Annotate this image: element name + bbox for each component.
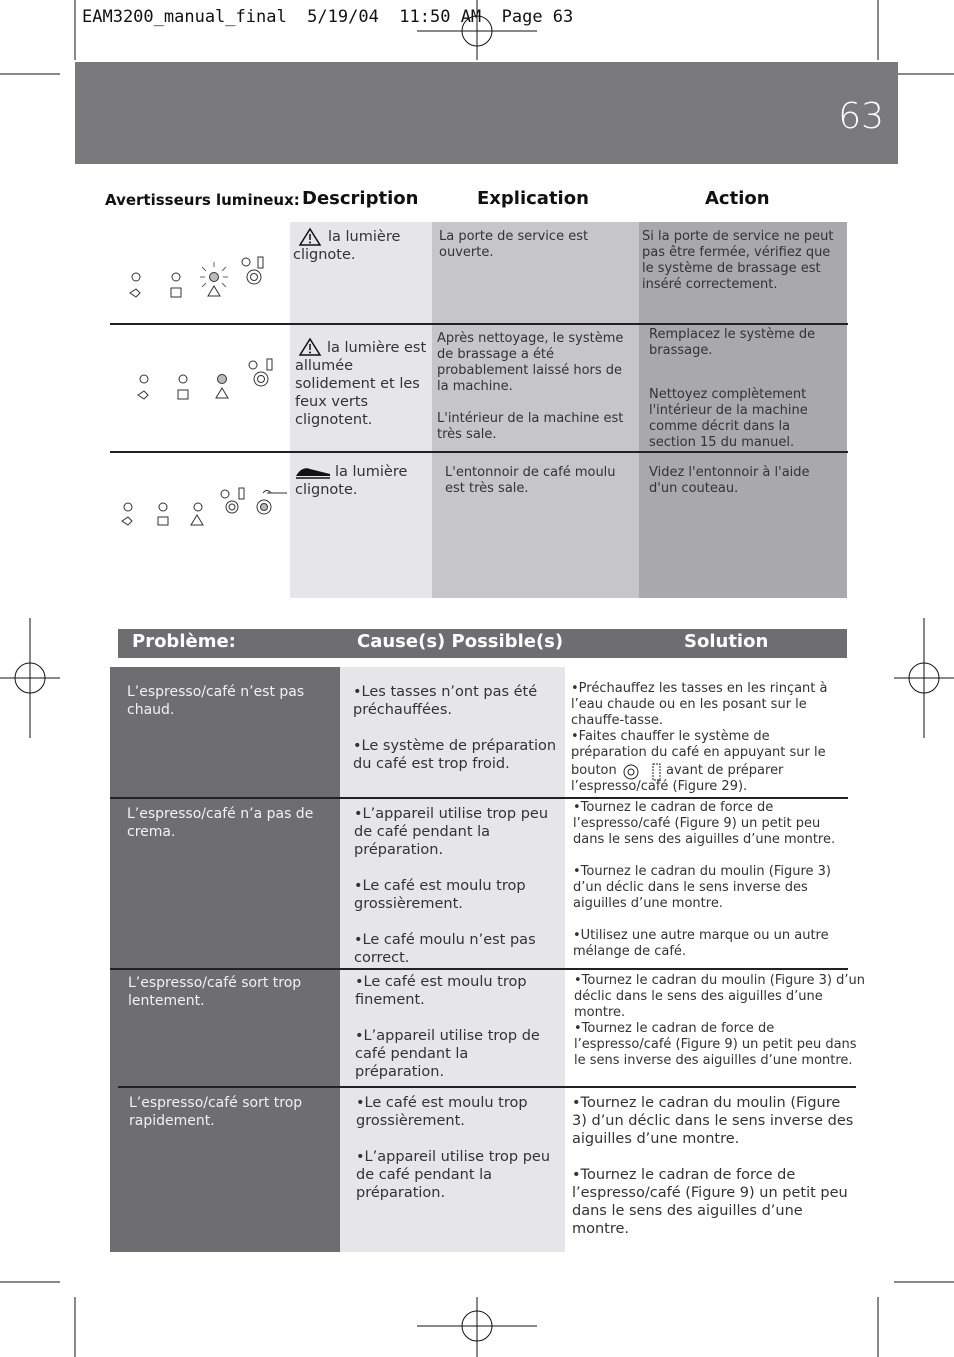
row-divider bbox=[118, 1086, 856, 1088]
row-divider bbox=[110, 797, 848, 799]
trouble4-solution: •Tournez le cadran du moulin (Figure 3) d’un déclic dans le sens inverse des aiguilles d’une montre. •Tournez le cadran de force de l’espresso/café (Figure 9) un petit peu dans le sens des aiguilles d’une montre. bbox=[572, 1095, 854, 1237]
trouble3-solution: •Tournez le cadran du moulin (Figure 3) d’un déclic dans le sens des aiguilles d’une montre. •Tournez le cadran de force de l’espresso/café (Figure 9) un petit peu dans le sens inverse des aiguilles d’une montre. bbox=[574, 973, 866, 1068]
row2-explication: Après nettoyage, le système de brassage a été probablement laissé hors de la machine. L'intérieur de la machine est très sale. bbox=[437, 331, 624, 442]
trouble1-solution-a: •Préchauffez les tasses en les rinçant à l’eau chaude ou en les posant sur le chauffe-tasse. •Faites chauffer le système de préparation du café en appuyant sur le bbox=[571, 681, 828, 760]
row1-explication: La porte de service est ouverte. bbox=[439, 229, 589, 260]
trouble1-solution-b2: avant de préparer bbox=[666, 763, 784, 778]
indicator-panel-1 bbox=[120, 240, 280, 305]
row1-action: Si la porte de service ne peut pas être fermée, vérifiez que le système de brassage est inséré correctement. bbox=[642, 229, 834, 292]
col-header-cause: Cause(s) Possible(s) bbox=[357, 631, 564, 652]
col-header-explication: Explication bbox=[477, 188, 589, 209]
row2-action-2: Nettoyez complètement l'intérieur de la machine comme décrit dans la section 15 du manuel. bbox=[649, 387, 808, 450]
trouble2-cause: •L’appareil utilise trop peu de café pendant la préparation. •Le café est moulu trop grossièrement. •Le café moulu n’est pas correct. bbox=[354, 806, 549, 966]
page-number: 63 bbox=[838, 96, 884, 137]
row3-action: Videz l'entonnoir à l'aide d'un couteau. bbox=[649, 465, 810, 496]
row3-description: la lumière clignote. bbox=[295, 464, 408, 498]
row2-action-1: Remplacez le système de brassage. bbox=[649, 327, 816, 358]
col-header-solution: Solution bbox=[684, 631, 769, 652]
col-header-probleme: Problème: bbox=[132, 631, 236, 652]
row1-description: la lumière clignote. bbox=[293, 229, 401, 263]
trouble3-cause: •Le café est moulu trop finement. •L’appareil utilise trop de café pendant la préparation. bbox=[355, 974, 540, 1080]
probleme-column bbox=[110, 667, 340, 1252]
row3-explication: L'entonnoir de café moulu est très sale. bbox=[445, 465, 616, 496]
trouble1-probleme: L’espresso/café n’est pas chaud. bbox=[127, 684, 305, 718]
header-band bbox=[75, 62, 898, 164]
row2-description: la lumière est allumée solidement et les feux verts clignotent. bbox=[295, 340, 427, 428]
indicator-panel-3 bbox=[115, 484, 290, 534]
trouble2-solution: •Tournez le cadran de force de l’espresso/café (Figure 9) un petit peu dans le sens des aiguilles d’une montre. •Tournez le cadran du moulin (Figure 3) d’un déclic dans le sens inverse des aiguilles d’une montre. •Utilisez une autre marque ou un autre mélange de café. bbox=[573, 800, 836, 959]
row-divider bbox=[110, 968, 848, 970]
trouble3-probleme: L’espresso/café sort trop lentement. bbox=[128, 975, 302, 1009]
trouble2-probleme: L’espresso/café n’a pas de crema. bbox=[127, 806, 314, 840]
col-header-action: Action bbox=[705, 188, 770, 209]
trouble1-solution-b1: bouton bbox=[571, 763, 617, 778]
print-slug: EAM3200_manual_final 5/19/04 11:50 AM Page 63 bbox=[82, 7, 574, 27]
row-divider bbox=[110, 451, 848, 453]
indicator-panel-2 bbox=[128, 350, 288, 410]
trouble1-solution-c: l’espresso/café (Figure 29). bbox=[571, 779, 748, 794]
lights-label: Avertisseurs lumineux: bbox=[105, 191, 300, 209]
col-header-description: Description bbox=[302, 188, 419, 209]
trouble4-probleme: L’espresso/café sort trop rapidement. bbox=[129, 1095, 303, 1129]
row-divider bbox=[110, 323, 848, 325]
trouble4-cause: •Le café est moulu trop grossièrement. •L’appareil utilise trop peu de café pendant la préparation. bbox=[356, 1095, 551, 1201]
trouble1-cause: •Les tasses n’ont pas été préchauffées. •Le système de préparation du café est trop froid. bbox=[353, 684, 557, 772]
